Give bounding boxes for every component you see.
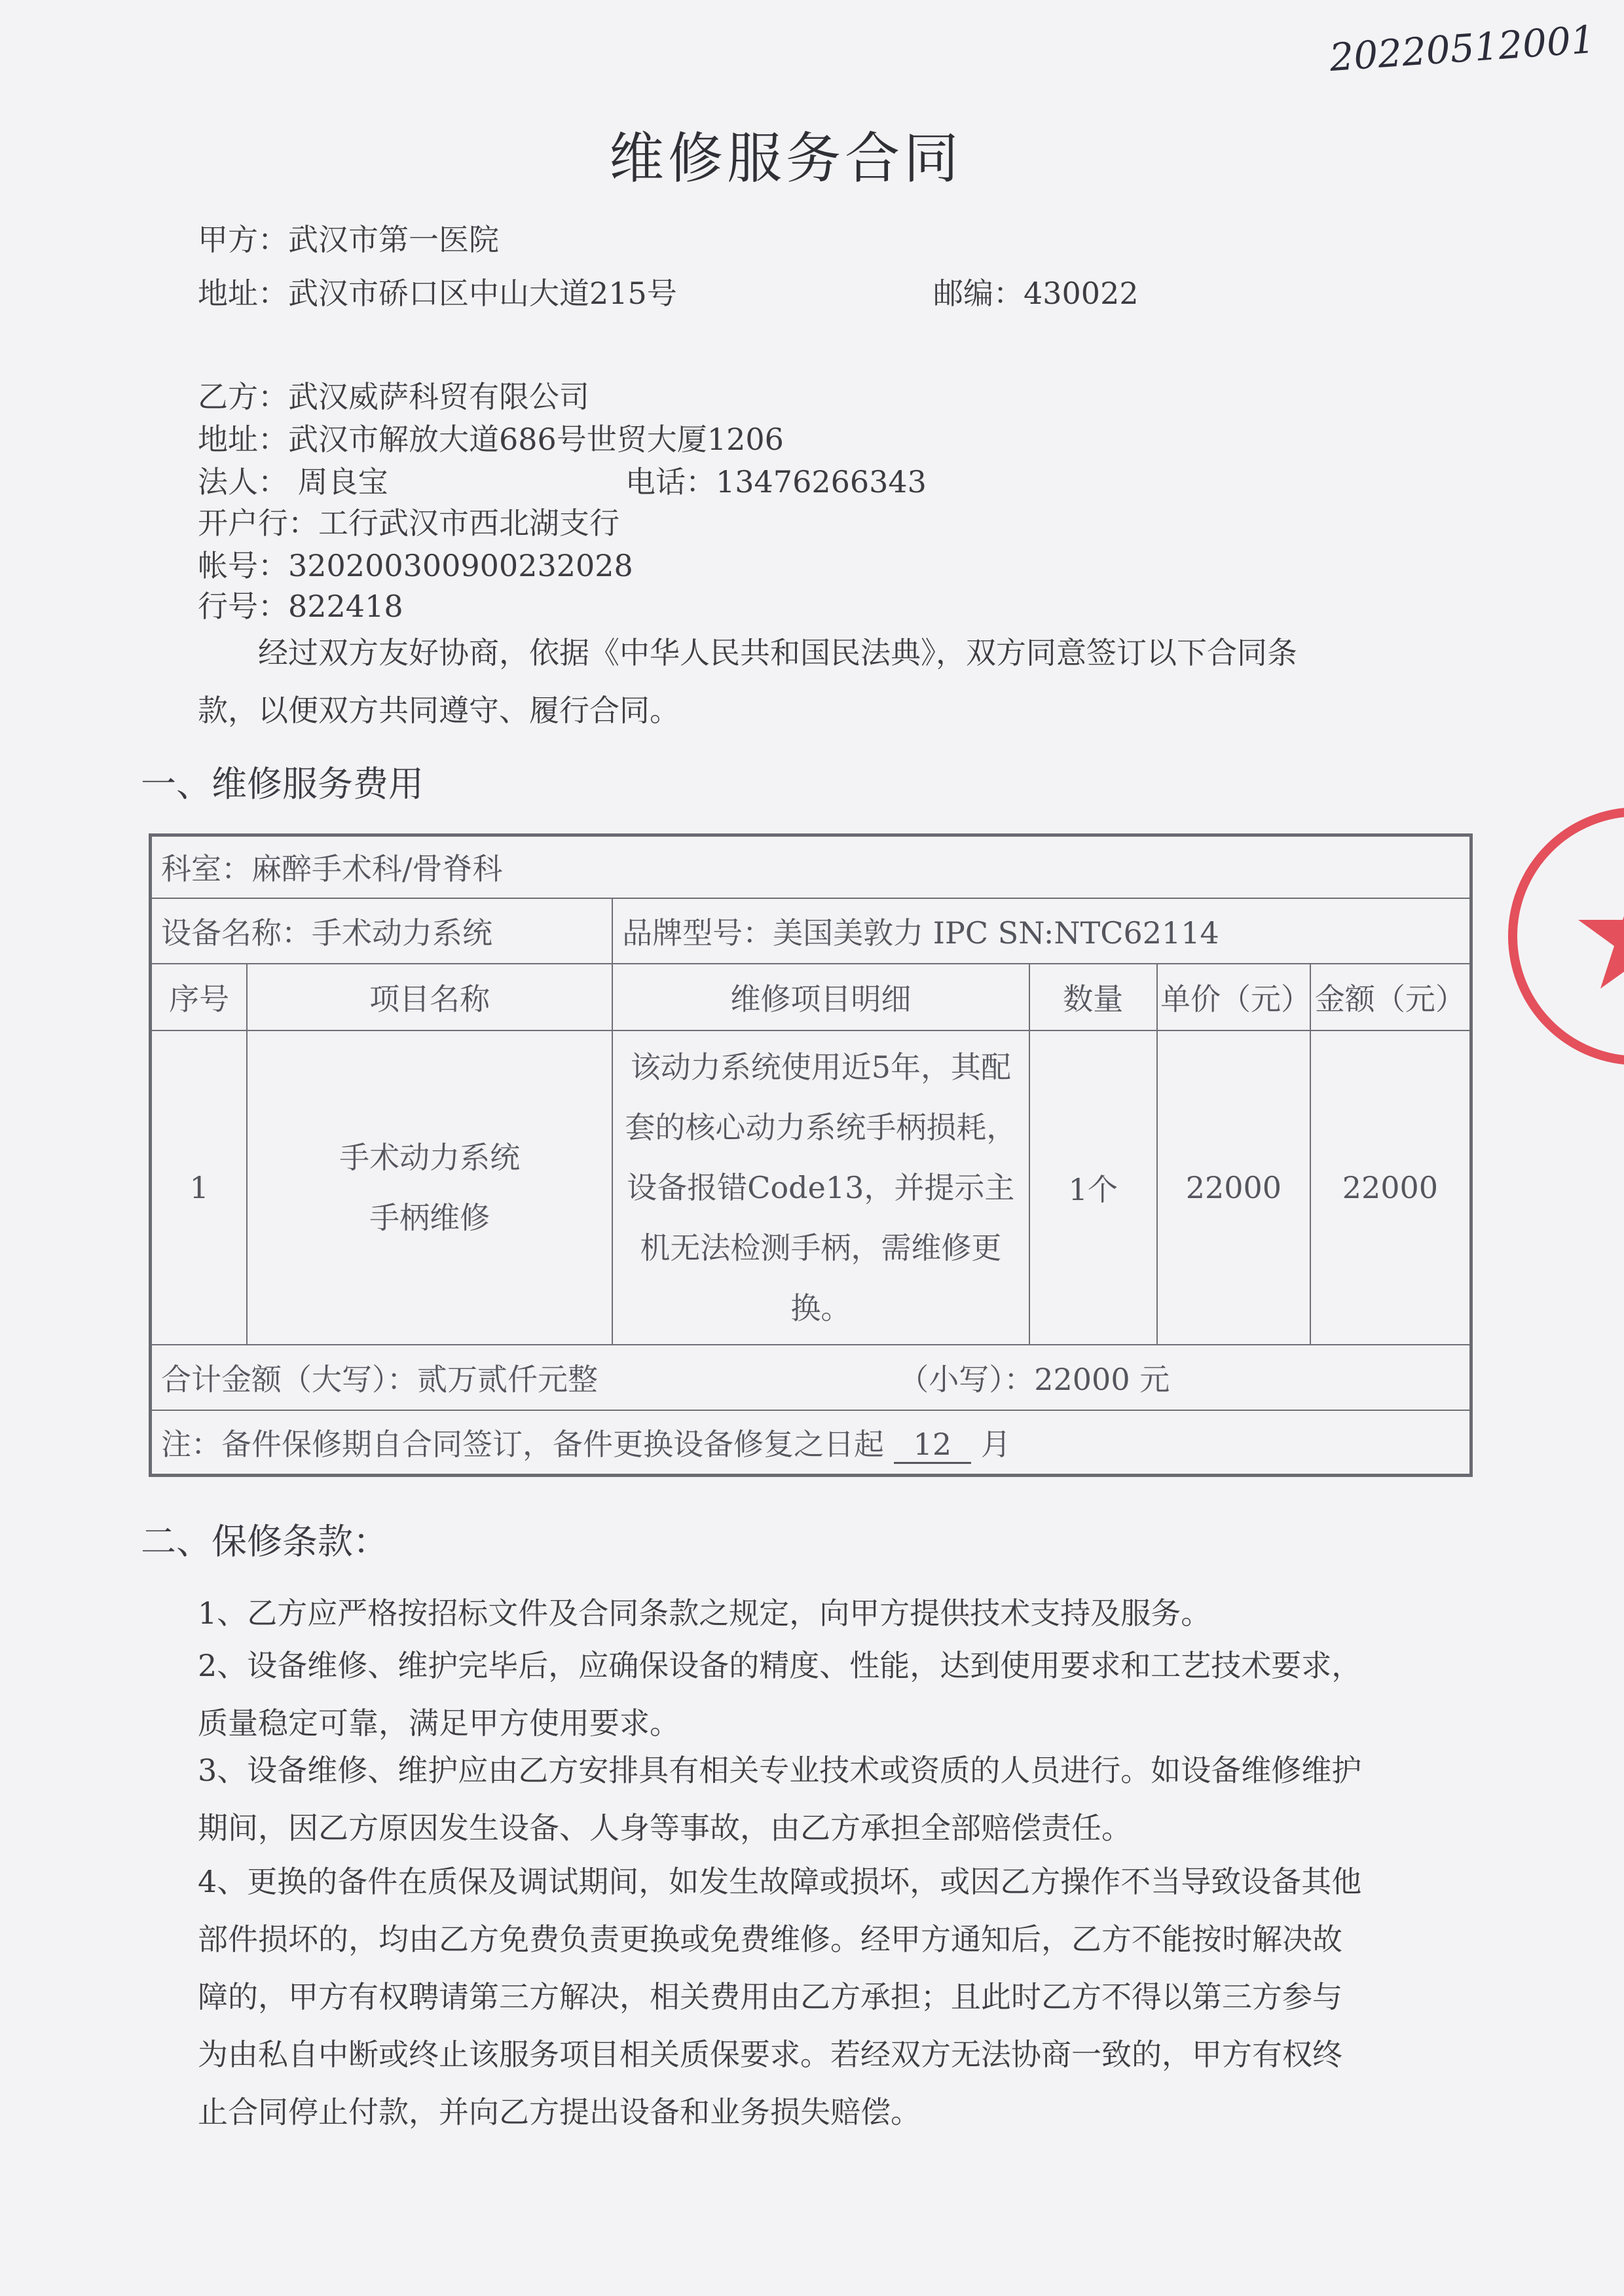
header-unit-price: 单价（元） [1157,964,1310,1030]
total-upper: 合计金额（大写）：贰万贰仟元整 [161,1361,598,1397]
header-detail: 维修项目明细 [612,964,1029,1030]
row-unit-price: 22000 [1157,1030,1310,1345]
row-amount: 22000 [1310,1030,1471,1345]
department-cell: 科室：麻醉手术科/骨脊科 [151,835,1471,898]
row-no: 1 [151,1030,248,1345]
clause-1: 1、乙方应严格按招标文件及合同条款之规定，向甲方提供技术支持及服务。 [198,1595,1211,1631]
row-item-line-2: 手柄维修 [369,1199,490,1235]
party-b-address: 地址：武汉市解放大道686号世贸大厦1206 [198,422,784,457]
intro-paragraph: 经过双方友好协商，依据《中华人民共和国民法典》，双方同意签订以下合同条款，以便双方共同遵守、履行合同。 [198,635,1297,728]
table-row [151,1030,1471,1345]
fee-table [149,833,1473,1477]
header-item: 项目名称 [247,964,612,1030]
row-item-line-1: 手术动力系统 [339,1139,521,1175]
warranty-note-cell [151,1410,1471,1476]
handwritten-contract-number: 20220512001 [1328,16,1596,81]
clause-3: 3、设备维修、维护应由乙方安排具有相关专业技术或资质的人员进行。如设备维修维护期间，因乙方原因发生设备、人身等事故，由乙方承担全部赔偿责任。 [198,1753,1362,1846]
note-months: 12 [894,1427,972,1464]
party-b-bank: 开户行：工行武汉市西北湖支行 [198,505,619,541]
row-detail: 该动力系统使用近5年，其配套的核心动力系统手柄损耗，设备报错Code13，并提示主机无法检测手柄，需维修更换。 [612,1030,1029,1345]
party-b-account: 帐号：3202003009002320​28 [198,548,633,583]
party-b-phone: 电话：13476266343 [625,464,927,500]
header-no: 序号 [151,964,248,1030]
section-2-heading: 二、保修条款： [141,1521,388,1562]
row-qty: 1个 [1029,1030,1157,1345]
clause-4: 4、更换的备件在质保及调试期间，如发生故障或损坏，或因乙方操作不当导致设备其他部件损坏的，均由乙方免费负责更换或免费维修。经甲方通知后，乙方不能按时解决故障的，甲方有权聘请第三方解决，相关费用由乙方承担；且此时乙方不得以第三方参与为由私自中断或终止该服务项目相关质保要求。若经双方无法协商一致的，甲方有权终止合同停止付款，并向乙方提出设备和业务损失赔偿。 [198,1864,1362,2130]
document-title: 维修服务合同 [608,126,963,191]
section-1-heading: 一、维修服务费用 [141,763,424,805]
note-prefix: 注：备件保修期自合同签订，备件更换设备修复之日起 [161,1426,884,1462]
total-cell [151,1345,1471,1410]
brand-model-cell: 品牌型号：美国美敦力 IPC SN:NTC62114 [612,898,1471,964]
total-lower: （小写）：22000 元 [898,1361,1170,1397]
device-name-cell: 设备名称：手术动力系统 [151,898,613,964]
party-b-name: 乙方：武汉威萨科贸有限公司 [198,379,589,414]
company-seal-icon [1441,779,1624,1093]
clause-2: 2、设备维修、维护完毕后，应确保设备的精度、性能，达到使用要求和工艺技术要求，质量稳定可靠，满足甲方使用要求。 [198,1648,1362,1741]
header-amount: 金额（元） [1310,964,1471,1030]
party-a-postcode: 邮编：430022 [933,276,1139,311]
party-b-bank-code: 行号：822418 [198,589,403,624]
party-b-legal-rep: 法人： 周良宝 [198,464,388,500]
row-item [247,1030,612,1345]
note-suffix: 月 [980,1426,1011,1462]
party-a-name: 甲方：武汉市第一医院 [198,222,499,257]
header-qty: 数量 [1029,964,1157,1030]
party-a-address: 地址：武汉市硚口区中山大道215号 [198,276,677,311]
